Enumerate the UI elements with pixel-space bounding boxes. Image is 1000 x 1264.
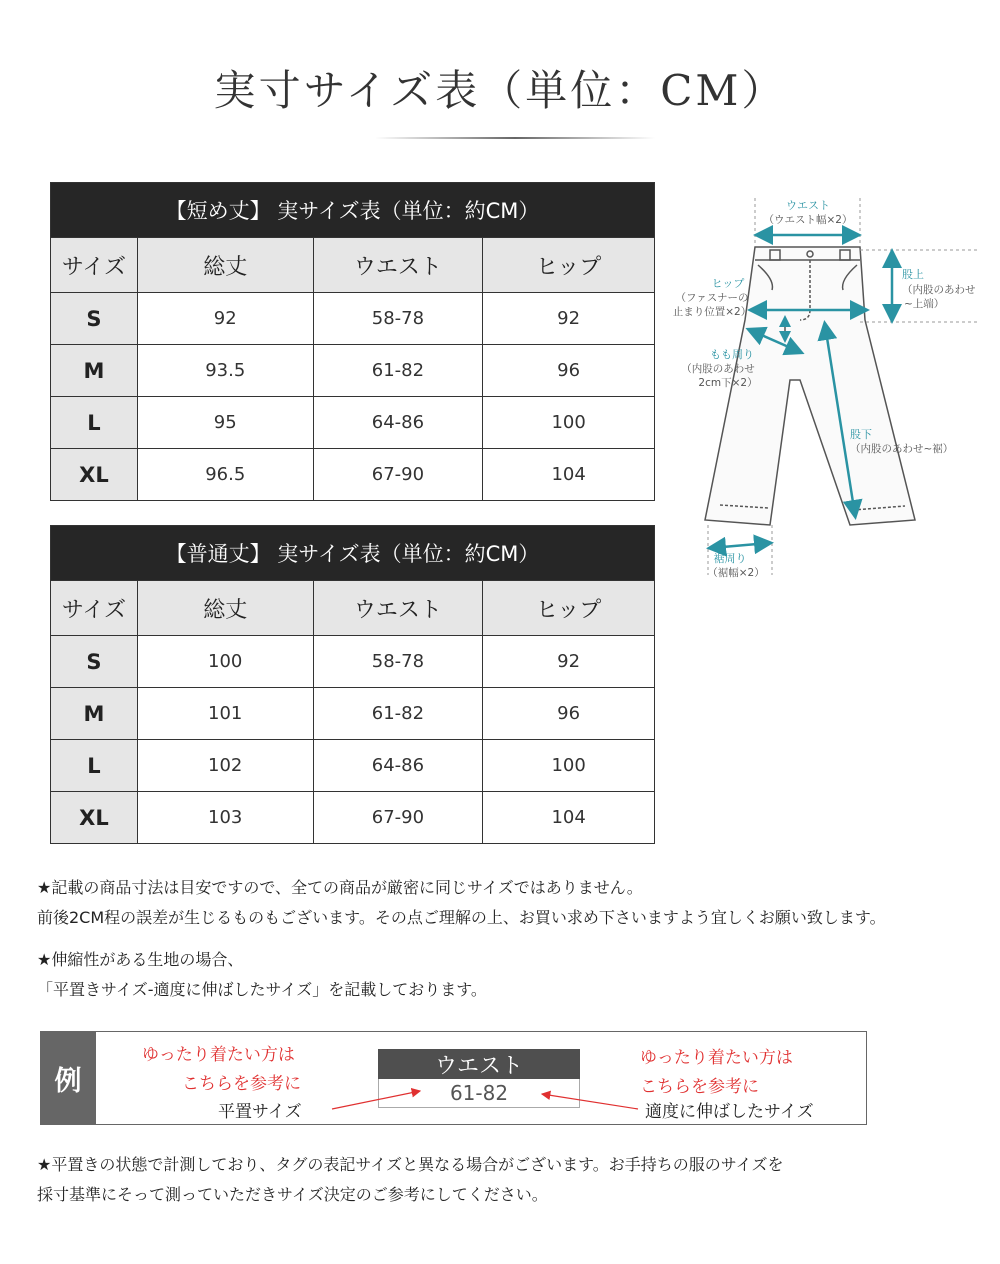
note-line-4: 「平置きサイズ-適度に伸ばしたサイズ」を記載しております。 [37, 980, 487, 999]
example-value: 61-82 [378, 1079, 580, 1108]
waist-cell: 67-90 [313, 792, 483, 844]
hem-label: 裾周り [713, 552, 747, 565]
flat-size-label: 平置サイズ [218, 1102, 302, 1122]
length-cell: 93.5 [137, 345, 313, 397]
length-cell: 95 [137, 397, 313, 449]
col-header-size: サイズ [51, 581, 138, 636]
waist-cell: 67-90 [313, 449, 483, 501]
right-arrow-icon [542, 1094, 638, 1109]
waist-cell: 64-86 [313, 740, 483, 792]
note-line-6: 採寸基準にそって測っていただきサイズ決定のご参考にしてください。 [37, 1185, 548, 1204]
table-row [51, 345, 655, 397]
hip-sublabel-2: 止まり位置×2） [672, 306, 752, 318]
hip-cell: 92 [483, 636, 655, 688]
size-label: M [51, 688, 138, 740]
hip-cell: 100 [483, 397, 655, 449]
size-label: S [51, 636, 138, 688]
pants-measurement-diagram [660, 190, 990, 590]
size-label: S [51, 293, 138, 345]
hip-cell: 100 [483, 740, 655, 792]
example-header: ウエスト [378, 1049, 580, 1079]
hip-sublabel-1: （ファスナーの [675, 292, 749, 304]
thigh-label: もも周り [710, 348, 754, 361]
size-label: XL [51, 792, 138, 844]
length-cell: 102 [137, 740, 313, 792]
hip-cell: 104 [483, 792, 655, 844]
left-hint-line-1: ゆったり着たい方は [142, 1045, 295, 1065]
example-label: 例 [40, 1031, 96, 1125]
size-label: L [51, 740, 138, 792]
left-arrow-icon [332, 1091, 420, 1109]
note-line-2: 前後2CM程の誤差が生じるものもございます。その点ご理解の上、お買い求め下さいますよう宜しくお願い致します。 [37, 908, 886, 927]
col-header-length: 総丈 [137, 238, 313, 293]
size-label: L [51, 397, 138, 449]
size-table-short [50, 182, 655, 501]
hip-label: ヒップ [711, 277, 745, 290]
length-cell: 92 [137, 293, 313, 345]
title-divider [375, 137, 655, 139]
left-hint-line-2: こちらを参考に [182, 1074, 301, 1094]
waist-label: ウエスト [786, 199, 830, 212]
table-row [51, 792, 655, 844]
hip-cell: 92 [483, 293, 655, 345]
size-label: M [51, 345, 138, 397]
hip-cell: 104 [483, 449, 655, 501]
table-row [51, 397, 655, 449]
col-header-length: 総丈 [137, 581, 313, 636]
table-row [51, 293, 655, 345]
table-row [51, 688, 655, 740]
col-header-hip: ヒップ [483, 581, 655, 636]
col-header-size: サイズ [51, 238, 138, 293]
size-table-regular [50, 525, 655, 844]
col-header-waist: ウエスト [313, 581, 483, 636]
stretched-size-label: 適度に伸ばしたサイズ [645, 1102, 814, 1122]
length-cell: 101 [137, 688, 313, 740]
length-cell: 103 [137, 792, 313, 844]
size-label: XL [51, 449, 138, 501]
thigh-sublabel-1: （内股のあわせ [681, 363, 755, 375]
length-cell: 100 [137, 636, 313, 688]
note-line-1: ★記載の商品寸法は目安ですので、全ての商品が厳密に同じサイズではありません。 [37, 878, 643, 897]
waist-cell: 58-78 [313, 293, 483, 345]
col-header-waist: ウエスト [313, 238, 483, 293]
thigh-sublabel-2: 2cm下×2） [698, 377, 758, 389]
note-line-3: ★伸縮性がある生地の場合、 [37, 950, 244, 969]
rise-sublabel-2: ~上端） [904, 298, 945, 310]
right-hint-line-1: ゆったり着たい方は [640, 1048, 793, 1068]
table-caption: 【短め丈】 実サイズ表（単位：約CM） [51, 183, 655, 238]
hem-sublabel: （裾幅×2） [707, 567, 765, 579]
table-row [51, 740, 655, 792]
table-row [51, 449, 655, 501]
hip-cell: 96 [483, 688, 655, 740]
col-header-hip: ヒップ [483, 238, 655, 293]
note-line-5: ★平置きの状態で計測しており、タグの表記サイズと異なる場合がございます。お手持ちの服のサイズを [37, 1155, 784, 1174]
inseam-label: 股下 [850, 428, 872, 441]
hip-cell: 96 [483, 345, 655, 397]
waist-cell: 58-78 [313, 636, 483, 688]
table-row [51, 636, 655, 688]
waist-cell: 64-86 [313, 397, 483, 449]
waist-sublabel: （ウエスト幅×2） [763, 214, 853, 226]
rise-sublabel-1: （内股のあわせ [902, 284, 976, 296]
inseam-sublabel: （内股のあわせ~裾） [850, 443, 954, 455]
page-title: 実寸サイズ表（単位：CM） [213, 66, 787, 115]
table-caption: 【普通丈】 実サイズ表（単位：約CM） [51, 526, 655, 581]
waist-cell: 61-82 [313, 688, 483, 740]
length-cell: 96.5 [137, 449, 313, 501]
rise-label: 股上 [902, 268, 924, 281]
example-arrows [320, 1085, 650, 1115]
waist-cell: 61-82 [313, 345, 483, 397]
right-hint-line-2: こちらを参考に [640, 1077, 759, 1097]
